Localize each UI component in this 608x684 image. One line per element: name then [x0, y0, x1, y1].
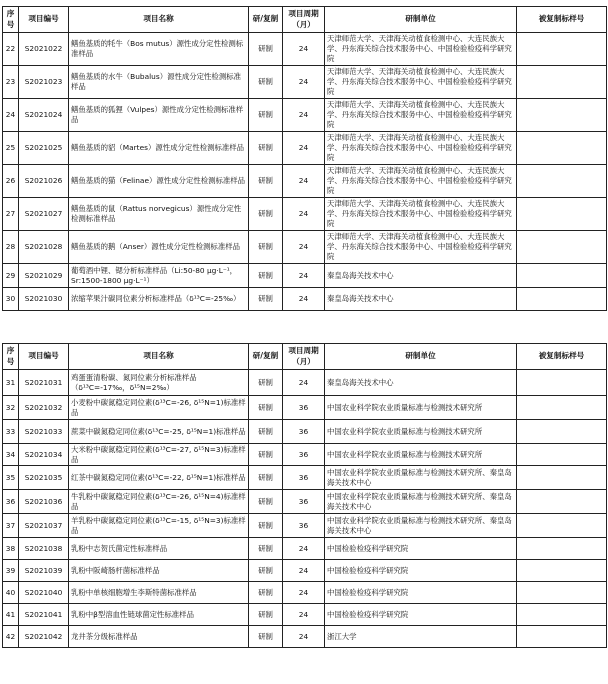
cell-org: 中国农业科学院农业质量标准与检测技术研究所、秦皇岛海关技术中心: [325, 466, 517, 490]
table-row: [3, 604, 607, 626]
cell-org: 天津师范大学、天津海关动植食检测中心、大连民族大学、丹东海关综合技术服务中心、中国检验检疫科学研究院: [325, 165, 517, 198]
cell-code: S2021032: [19, 396, 69, 420]
cell-name: 鳝鱼基质的狐狸（Vulpes）源性成分定性检测标准样品: [69, 99, 249, 132]
cell-no: 33: [3, 420, 19, 444]
cell-no: 37: [3, 514, 19, 538]
table-row: [3, 99, 607, 132]
cell-no: 40: [3, 582, 19, 604]
table-row: [3, 132, 607, 165]
cell-no: 29: [3, 264, 19, 288]
cell-period: 36: [283, 490, 325, 514]
cell-name: 鳝鱼基质的水牛（Bubalus）源性成分定性检测标准样品: [69, 66, 249, 99]
standards-table-1: [2, 6, 607, 311]
cell-sample: [517, 444, 607, 466]
header-no: 序号: [3, 344, 19, 370]
cell-name: 乳粉中阪崎肠杆菌标准样品: [69, 560, 249, 582]
cell-period: 24: [283, 165, 325, 198]
cell-sample: [517, 514, 607, 538]
cell-no: 32: [3, 396, 19, 420]
cell-sample: [517, 626, 607, 648]
header-type: 研/复制: [249, 7, 283, 33]
cell-org: 秦皇岛海关技术中心: [325, 264, 517, 288]
cell-period: 36: [283, 444, 325, 466]
table-row: [3, 66, 607, 99]
cell-code: S2021036: [19, 490, 69, 514]
cell-type: 研制: [249, 396, 283, 420]
cell-name: 浓缩苹果汁碳同位素分析标准样品（δ¹³C=-25‰）: [69, 288, 249, 311]
cell-org: 中国检验检疫科学研究院: [325, 582, 517, 604]
cell-code: S2021022: [19, 33, 69, 66]
header-period: 项目周期 （月）: [283, 344, 325, 370]
cell-period: 36: [283, 466, 325, 490]
header-org: 研制单位: [325, 344, 517, 370]
cell-period: 24: [283, 560, 325, 582]
cell-no: 27: [3, 198, 19, 231]
header-no: 序 号: [3, 7, 19, 33]
cell-no: 39: [3, 560, 19, 582]
cell-type: 研制: [249, 132, 283, 165]
cell-no: 26: [3, 165, 19, 198]
cell-code: S2021023: [19, 66, 69, 99]
header-period: 项目周期 （月）: [283, 7, 325, 33]
cell-sample: [517, 466, 607, 490]
table-row: [3, 33, 607, 66]
cell-code: S2021028: [19, 231, 69, 264]
cell-code: S2021039: [19, 560, 69, 582]
table-row: [3, 444, 607, 466]
cell-name: 鳝鱼基质的牦牛（Bos mutus）源性成分定性检测标准样品: [69, 33, 249, 66]
cell-name: 乳粉中志贺氏菌定性标准样品: [69, 538, 249, 560]
table-header-row: [3, 7, 607, 33]
cell-code: S2021024: [19, 99, 69, 132]
cell-type: 研制: [249, 514, 283, 538]
cell-name: 鳝鱼基质的鼠（Rattus norvegicus）源性成分定性检测标准样品: [69, 198, 249, 231]
cell-type: 研制: [249, 264, 283, 288]
cell-type: 研制: [249, 626, 283, 648]
header-code: 项目编号: [19, 344, 69, 370]
cell-code: S2021038: [19, 538, 69, 560]
cell-org: 天津师范大学、天津海关动植食检测中心、大连民族大学、丹东海关综合技术服务中心、中国检验检疫科学研究院: [325, 231, 517, 264]
cell-type: 研制: [249, 165, 283, 198]
cell-type: 研制: [249, 560, 283, 582]
cell-no: 24: [3, 99, 19, 132]
table-header-row: [3, 344, 607, 370]
header-name: 项目名称: [69, 344, 249, 370]
cell-type: 研制: [249, 466, 283, 490]
table-row: [3, 490, 607, 514]
header-name: 项目名称: [69, 7, 249, 33]
cell-name: 蔗菜中碳氮稳定同位素(δ¹³C=-25, δ¹⁵N=1)标准样品: [69, 420, 249, 444]
cell-code: S2021030: [19, 288, 69, 311]
cell-org: 中国农业科学院农业质量标准与检测技术研究所: [325, 444, 517, 466]
cell-org: 中国检验检疫科学研究院: [325, 604, 517, 626]
cell-period: 24: [283, 231, 325, 264]
cell-name: 大米粉中碳氮稳定同位素(δ¹³C=-27, δ¹⁵N=3)标准样品: [69, 444, 249, 466]
header-org: 研制单位: [325, 7, 517, 33]
cell-sample: [517, 396, 607, 420]
cell-sample: [517, 370, 607, 396]
header-sample: 被复制标样号: [517, 7, 607, 33]
cell-no: 28: [3, 231, 19, 264]
cell-period: 24: [283, 604, 325, 626]
cell-no: 38: [3, 538, 19, 560]
standards-table-2: [2, 343, 607, 648]
cell-type: 研制: [249, 33, 283, 66]
cell-name: 乳粉中单核细胞增生李斯特菌标准样品: [69, 582, 249, 604]
cell-name: 牛乳粉中碳氮稳定同位素(δ¹³C=-26, δ¹⁵N=4)标准样品: [69, 490, 249, 514]
cell-period: 36: [283, 514, 325, 538]
cell-code: S2021042: [19, 626, 69, 648]
cell-period: 24: [283, 198, 325, 231]
cell-sample: [517, 33, 607, 66]
table-row: [3, 582, 607, 604]
cell-sample: [517, 490, 607, 514]
cell-no: 36: [3, 490, 19, 514]
cell-code: S2021040: [19, 582, 69, 604]
cell-org: 中国农业科学院农业质量标准与检测技术研究所、秦皇岛海关技术中心: [325, 490, 517, 514]
cell-sample: [517, 165, 607, 198]
cell-org: 中国检验检疫科学研究院: [325, 538, 517, 560]
header-code: 项目编号: [19, 7, 69, 33]
cell-org: 天津师范大学、天津海关动植食检测中心、大连民族大学、丹东海关综合技术服务中心、中国检验检疫科学研究院: [325, 198, 517, 231]
cell-type: 研制: [249, 538, 283, 560]
cell-org: 天津师范大学、天津海关动植食检测中心、大连民族大学、丹东海关综合技术服务中心、中国检验检疫科学研究院: [325, 99, 517, 132]
table-row: [3, 165, 607, 198]
cell-name: 鳝鱼基质的貂（Martes）源性成分定性检测标准样品: [69, 132, 249, 165]
cell-org: 中国农业科学院农业质量标准与检测技术研究所: [325, 420, 517, 444]
table-row: [3, 288, 607, 311]
cell-org: 天津师范大学、天津海关动植食检测中心、大连民族大学、丹东海关综合技术服务中心、中国检验检疫科学研究院: [325, 33, 517, 66]
header-sample: 被复制标样号: [517, 344, 607, 370]
cell-type: 研制: [249, 231, 283, 264]
cell-code: S2021027: [19, 198, 69, 231]
cell-name: 葡萄酒中锂、锶分析标准样品（Li:50-80 μg·L⁻¹，Sr:1500-1800 μg·L⁻¹）: [69, 264, 249, 288]
cell-no: 25: [3, 132, 19, 165]
cell-code: S2021025: [19, 132, 69, 165]
header-type: 研/复制: [249, 344, 283, 370]
cell-type: 研制: [249, 288, 283, 311]
cell-type: 研制: [249, 370, 283, 396]
cell-type: 研制: [249, 444, 283, 466]
cell-name: 鸡蛋蛋清粉碳、氮同位素分析标准样品（δ¹³C=-17‰，δ¹⁵N=2‰）: [69, 370, 249, 396]
cell-org: 天津师范大学、天津海关动植食检测中心、大连民族大学、丹东海关综合技术服务中心、中国检验检疫科学研究院: [325, 66, 517, 99]
cell-code: S2021035: [19, 466, 69, 490]
cell-no: 31: [3, 370, 19, 396]
cell-code: S2021033: [19, 420, 69, 444]
cell-name: 鳝鱼基质的猫（Felinae）源性成分定性检测标准样品: [69, 165, 249, 198]
table-row: [3, 538, 607, 560]
table-row: [3, 396, 607, 420]
cell-no: 41: [3, 604, 19, 626]
cell-type: 研制: [249, 420, 283, 444]
cell-period: 24: [283, 538, 325, 560]
cell-no: 34: [3, 444, 19, 466]
cell-period: 24: [283, 99, 325, 132]
cell-period: 24: [283, 626, 325, 648]
cell-org: 中国农业科学院农业质量标准与检测技术研究所、秦皇岛海关技术中心: [325, 514, 517, 538]
cell-period: 24: [283, 132, 325, 165]
cell-sample: [517, 288, 607, 311]
cell-name: 龙井茶分级标准样品: [69, 626, 249, 648]
table-row: [3, 626, 607, 648]
cell-period: 24: [283, 370, 325, 396]
table-row: [3, 514, 607, 538]
cell-code: S2021029: [19, 264, 69, 288]
cell-sample: [517, 604, 607, 626]
cell-no: 42: [3, 626, 19, 648]
cell-no: 30: [3, 288, 19, 311]
cell-type: 研制: [249, 66, 283, 99]
cell-code: S2021026: [19, 165, 69, 198]
cell-sample: [517, 66, 607, 99]
cell-sample: [517, 582, 607, 604]
cell-code: S2021031: [19, 370, 69, 396]
cell-no: 22: [3, 33, 19, 66]
cell-org: 浙江大学: [325, 626, 517, 648]
cell-type: 研制: [249, 604, 283, 626]
cell-name: 羊乳粉中碳氮稳定同位素(δ¹³C=-15, δ¹⁵N=3)标准样品: [69, 514, 249, 538]
cell-sample: [517, 538, 607, 560]
cell-org: 天津师范大学、天津海关动植食检测中心、大连民族大学、丹东海关综合技术服务中心、中国检验检疫科学研究院: [325, 132, 517, 165]
cell-period: 36: [283, 420, 325, 444]
cell-org: 中国检验检疫科学研究院: [325, 560, 517, 582]
cell-no: 23: [3, 66, 19, 99]
cell-org: 中国农业科学院农业质量标准与检测技术研究所: [325, 396, 517, 420]
cell-name: 乳粉中β型溶血性链球菌定性标准样品: [69, 604, 249, 626]
cell-name: 红茶中碳氮稳定同位素(δ¹³C=-22, δ¹⁵N=1)标准样品: [69, 466, 249, 490]
cell-period: 24: [283, 264, 325, 288]
cell-org: 秦皇岛海关技术中心: [325, 370, 517, 396]
cell-sample: [517, 132, 607, 165]
cell-period: 24: [283, 582, 325, 604]
cell-sample: [517, 231, 607, 264]
cell-name: 鳝鱼基质的鹅（Anser）源性成分定性检测标准样品: [69, 231, 249, 264]
table-row: [3, 560, 607, 582]
cell-type: 研制: [249, 490, 283, 514]
table-row: [3, 420, 607, 444]
table-row: [3, 231, 607, 264]
cell-code: S2021037: [19, 514, 69, 538]
cell-period: 36: [283, 396, 325, 420]
cell-code: S2021034: [19, 444, 69, 466]
table-row: [3, 466, 607, 490]
cell-code: S2021041: [19, 604, 69, 626]
cell-period: 24: [283, 288, 325, 311]
cell-type: 研制: [249, 99, 283, 132]
cell-period: 24: [283, 66, 325, 99]
cell-sample: [517, 198, 607, 231]
table-row: [3, 370, 607, 396]
table-row: [3, 264, 607, 288]
cell-period: 24: [283, 33, 325, 66]
cell-sample: [517, 264, 607, 288]
cell-sample: [517, 99, 607, 132]
cell-no: 35: [3, 466, 19, 490]
cell-org: 秦皇岛海关技术中心: [325, 288, 517, 311]
cell-sample: [517, 560, 607, 582]
cell-name: 小麦粉中碳氮稳定同位素(δ¹³C=-26, δ¹⁵N=1)标准样品: [69, 396, 249, 420]
cell-sample: [517, 420, 607, 444]
table-row: [3, 198, 607, 231]
cell-type: 研制: [249, 582, 283, 604]
cell-type: 研制: [249, 198, 283, 231]
